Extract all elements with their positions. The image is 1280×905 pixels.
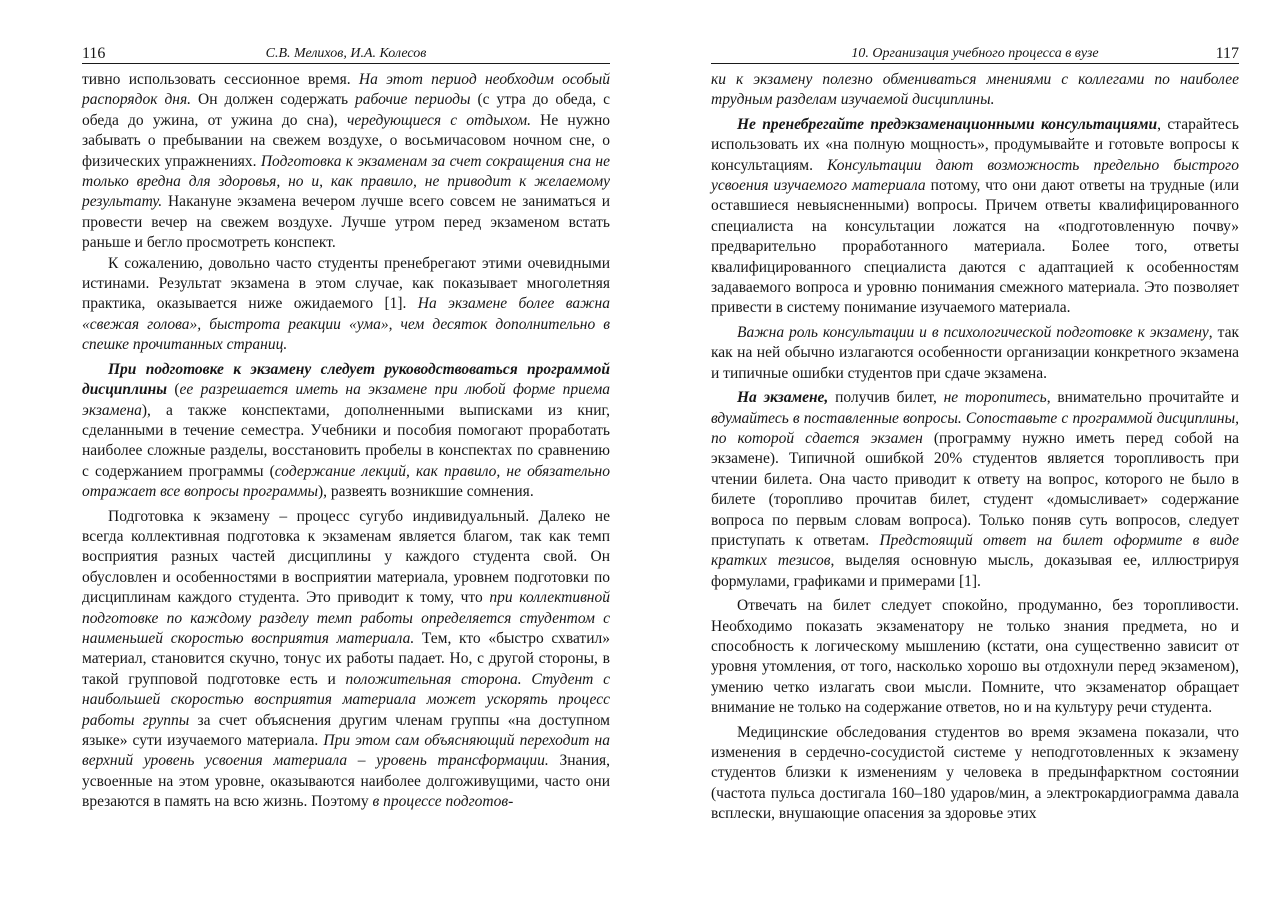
emphasis-text: Консультации дают возможность предельно быстрого усвоения изучаемого материала bbox=[711, 156, 1239, 195]
text-run: Медицинские обследования студентов во время экзамена показали, что изменения в сердечно-сосудистой системе у неподготовленных к экзамену студентов близки к изменениям у человека в предынфарктном состоянии (частота пульса достигала 160–180 ударов/мин, а электрокардиограмма давала всплески, внушающие опасения за здоровье этих bbox=[711, 723, 1239, 823]
text-run: (программу нужно иметь перед собой на экзамене). Типичной ошибкой 20% студентов является торопливость при чтении билета. Она часто приводит к ответу на вопрос, которого не было в билете (торопливо прочитав билет, студент «домысливает» содержание вопроса по первым словам вопроса). Только поняв суть вопросов, следует приступать к ответам. bbox=[711, 429, 1239, 549]
right-page-body bbox=[711, 70, 1239, 825]
text-run: (с утра до обеда, с обеда до ужина, от ужина до сна), bbox=[82, 91, 610, 129]
left-page-number: 116 bbox=[82, 45, 106, 62]
text-run: потому, что они дают ответы на трудные (или оставшиеся невыясненными) вопросы. Причем ответы квалифицированного специалиста на консультации ложатся на «подготовленную почву» предварительно проработанного материала. Более того, ответы квалифицированного специалиста даются с адаптацией к особенностям задаваемого вопроса и уровню понимания смежного материала. Это позволяет привести в систему понимание изучаемого материала. bbox=[711, 177, 1239, 317]
text-run: Подготовка к экзамену – процесс сугубо индивидуальный. Далеко не всегда коллективная подготовка к экзаменам является благом, так как темп восприятия разных частей дисциплины у каждого студента свой. Он обусловлен и особенностями в восприятии материала, уровнем подготовки по дисциплинам каждого студента. Это приводит к тому, что bbox=[82, 507, 610, 607]
emphasis-bold-text: Не пренебрегайте предэкзаменационными консультациями bbox=[737, 115, 1158, 133]
left-page-header bbox=[82, 44, 610, 64]
emphasis-text: Важна роль консультации и в психологической подготовке к экзамену bbox=[737, 323, 1209, 341]
emphasis-text: чередующиеся с отдыхом. bbox=[346, 111, 532, 129]
text-run: ), а также конспектами, дополненными выписками из книг, сделанными в течение семестра. Учебники и пособия помогают проработать наиболее сложные разделы, восстановить пробелы в конспектах по сравнению с содержанием программы ( bbox=[82, 401, 610, 480]
paragraph bbox=[711, 115, 1239, 319]
emphasis-text: вдумайтесь в поставленные вопросы. Сопоставьте с программой дисциплины, по которой сдается экзамен bbox=[711, 409, 1239, 447]
emphasis-text: ее разрешается иметь на экзамене при любой форме приема экзамена bbox=[82, 381, 610, 419]
text-run: ), развеять возникшие сомнения. bbox=[317, 483, 534, 501]
right-page-number: 117 bbox=[1215, 45, 1239, 62]
paragraph bbox=[711, 388, 1239, 592]
paragraph bbox=[711, 70, 1239, 111]
text-run: Отвечать на билет следует спокойно, продуманно, без торопливости. Необходимо показать экзаменатору не только знания предмета, но и способность к логическому мышлению (кстати, она существенно зависит от уровня утомления, от того, насколько хорошо вы отдохнули перед экзаменом), умению четко излагать свои мысли. Помните, что экзаменатор обращает внимание не только на содержание ответов, но и на культуру речи студента. bbox=[711, 597, 1239, 717]
emphasis-text: На экзамене более важна «свежая голова», быстрота реакции «ума», чем десяток дополнительно в спешке прочитанных страниц. bbox=[82, 295, 610, 354]
text-run: Накануне экзамена вечером лучше всего совсем не заниматься и провести вечер на свежем воздухе. Лучше утром перед экзаменом встать раньше и бегло просмотреть конспект. bbox=[82, 193, 610, 252]
text-run: , старайтесь использовать их «на полную мощность», продумывайте и готовьте вопросы к консультациям. bbox=[711, 115, 1239, 174]
text-run: , внимательно прочитайте и bbox=[1046, 389, 1239, 407]
paragraph bbox=[711, 596, 1239, 718]
right-page-header bbox=[711, 44, 1239, 64]
paragraph bbox=[711, 323, 1239, 384]
text-run: , выделяя основную мысль, доказывая ее, иллюстрируя формулами, графиками и примерами [1]. bbox=[711, 552, 1239, 590]
text-run: тивно использовать сессионное время. bbox=[82, 71, 359, 88]
text-run: за счет объяснения другим членам группы «на доступном языке» сути изучаемого материала. bbox=[82, 711, 610, 749]
emphasis-text: содержание лекций, как правило, не обязательно отражает все вопросы программы bbox=[82, 462, 610, 501]
text-run: Не нужно забывать о пребывании на свежем воздухе, о восьмичасовом ночном сне, о физических упражнениях. bbox=[82, 111, 610, 170]
paragraph bbox=[82, 360, 610, 503]
emphasis-text: Предстоящий ответ на билет оформите в виде кратких тезисов bbox=[711, 531, 1240, 570]
right-running-head: 10. Организация учебного процесса в вузе bbox=[851, 46, 1099, 61]
left-page-body bbox=[82, 70, 610, 813]
text-run: К сожалению, довольно часто студенты пренебрегают этими очевидными истинами. Результат экзамена в этом случае, как показывает многолетняя практика, оказывается ниже ожидаемого [1]. bbox=[82, 254, 610, 313]
emphasis-text: в процессе подготов- bbox=[372, 793, 514, 811]
emphasis-text: На этот период необходим особый распорядок дня. bbox=[82, 71, 610, 109]
text-run: Знания, усвоенные на этом уровне, оказываются наиболее долгоживущими, часто они врезаются в память на всю жизнь. Поэтому bbox=[82, 752, 610, 811]
right-page bbox=[711, 44, 1239, 829]
emphasis-bold-text: При подготовке к экзамену следует руководствоваться программой дисциплины bbox=[82, 360, 610, 399]
emphasis-text: рабочие периоды bbox=[355, 91, 471, 109]
emphasis-text: при коллективной подготовке по каждому разделу темп работы определяется студентом с наименьшей скоростью восприятия материала. bbox=[82, 589, 610, 647]
text-run: Тем, кто «быстро схватил» материал, становится скучно, тонус их работы падает. Но, с другой стороны, в такой групповой подготовке есть и bbox=[82, 629, 610, 688]
emphasis-text: положительная сторона. Студент с наибольшей скоростью восприятия материала может ускорять процесс работы группы bbox=[82, 670, 610, 729]
emphasis-text: ки к экзамену полезно обмениваться мнениями с коллегами по наиболее трудным разделам изучаемой дисциплины. bbox=[711, 71, 1239, 109]
emphasis-text: не торопитесь bbox=[943, 389, 1047, 407]
text-run: ( bbox=[167, 381, 180, 399]
left-running-head: С.В. Мелихов, И.А. Колесов bbox=[265, 46, 427, 61]
emphasis-text: Подготовка к экзаменам за счет сокращения сна не только вредна для здоровья, но и, как правило, не приводит к желаемому результату. bbox=[82, 152, 610, 211]
paragraph bbox=[82, 70, 610, 254]
text-run: Он должен содержать bbox=[191, 91, 356, 109]
emphasis-text: При этом сам объясняющий переходит на верхний уровень усвоения материала – уровень трансформации. bbox=[82, 732, 610, 770]
text-run: получив билет, bbox=[828, 389, 944, 407]
emphasis-bold-text: На экзамене, bbox=[737, 389, 829, 407]
paragraph bbox=[711, 723, 1239, 825]
paragraph bbox=[82, 254, 610, 356]
left-page bbox=[82, 44, 610, 817]
text-run: , так как на ней обычно излагаются особенности организации конкретного экзамена и типичные ошибки студентов при сдаче экзамена. bbox=[711, 323, 1239, 382]
paragraph bbox=[82, 507, 610, 813]
